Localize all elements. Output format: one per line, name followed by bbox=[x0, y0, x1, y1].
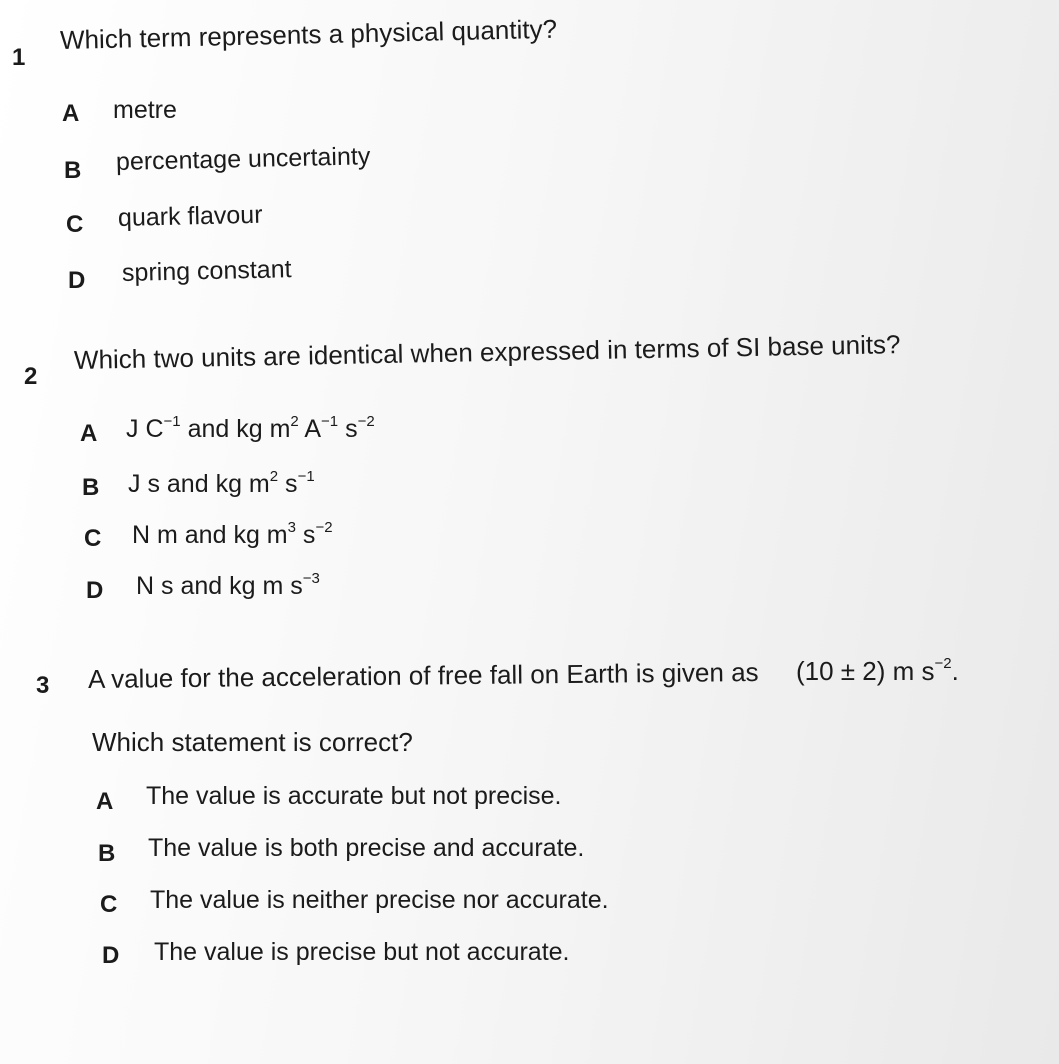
option-units bbox=[132, 518, 333, 550]
and-word: and bbox=[166, 470, 209, 498]
question-number: 1 bbox=[12, 44, 26, 71]
unit-first: N s bbox=[136, 572, 174, 600]
exponent: 2 bbox=[269, 467, 279, 485]
option-text: percentage uncertainty bbox=[115, 142, 371, 176]
question-stem: Which statement is correct? bbox=[92, 727, 413, 757]
question-text: Which term represents a physical quantity? bbox=[59, 13, 558, 55]
option-units bbox=[126, 412, 375, 444]
option-text: quark flavour bbox=[117, 200, 263, 232]
option-letter: B bbox=[64, 157, 82, 184]
unit-second-base: kg m bbox=[233, 521, 288, 549]
exponent: −2 bbox=[934, 655, 952, 673]
unit-second-second: s bbox=[338, 415, 358, 443]
option-text: The value is accurate but not precise. bbox=[146, 782, 562, 810]
option-letter: B bbox=[82, 474, 100, 501]
unit-first: N m bbox=[132, 521, 178, 549]
and-word: and bbox=[180, 572, 223, 600]
exponent: −1 bbox=[321, 412, 339, 430]
exponent: −2 bbox=[357, 412, 375, 430]
unit-second-ampere: A bbox=[298, 415, 322, 443]
unit-second-base: kg m s bbox=[229, 572, 303, 600]
option-text: The value is neither precise nor accurate. bbox=[150, 886, 609, 914]
option-text: spring constant bbox=[121, 255, 292, 287]
option-letter: A bbox=[80, 420, 98, 447]
option-text: The value is precise but not accurate. bbox=[154, 938, 570, 966]
option-letter: C bbox=[100, 891, 118, 918]
unit-second-base: kg m bbox=[215, 470, 270, 498]
unit-second-second: s bbox=[278, 470, 298, 498]
exponent: −2 bbox=[315, 518, 333, 536]
option-letter: D bbox=[102, 942, 120, 969]
option-letter: B bbox=[98, 840, 116, 867]
exponent: −1 bbox=[163, 412, 181, 430]
and-word: and bbox=[187, 415, 230, 443]
exponent: 2 bbox=[290, 412, 299, 430]
question-number: 3 bbox=[36, 672, 50, 699]
exponent: −1 bbox=[297, 467, 315, 485]
exponent: −3 bbox=[302, 569, 320, 587]
question-number: 2 bbox=[24, 363, 38, 390]
option-letter: D bbox=[68, 267, 86, 294]
and-word: and bbox=[184, 521, 227, 549]
question-text: Which two units are identical when expressed in terms of SI base units? bbox=[73, 329, 901, 375]
option-units bbox=[128, 467, 315, 499]
question-text: A value for the acceleration of free fall on Earth is given as bbox=[87, 656, 759, 694]
exponent: 3 bbox=[287, 518, 296, 536]
option-units bbox=[136, 569, 320, 601]
option-text: The value is both precise and accurate. bbox=[148, 834, 585, 862]
option-letter: D bbox=[86, 577, 104, 604]
given-value bbox=[796, 656, 959, 687]
option-letter: C bbox=[66, 211, 84, 238]
option-letter: A bbox=[96, 788, 114, 815]
option-letter: A bbox=[62, 100, 80, 127]
unit-first: J C bbox=[126, 415, 164, 443]
option-text: metre bbox=[113, 96, 177, 124]
value-end: . bbox=[951, 656, 959, 686]
option-letter: C bbox=[84, 525, 102, 552]
value-text: (10 ± 2) m s bbox=[796, 656, 935, 686]
unit-second-base: kg m bbox=[236, 415, 291, 443]
unit-first: J s bbox=[128, 470, 160, 498]
unit-second-second: s bbox=[295, 521, 316, 549]
